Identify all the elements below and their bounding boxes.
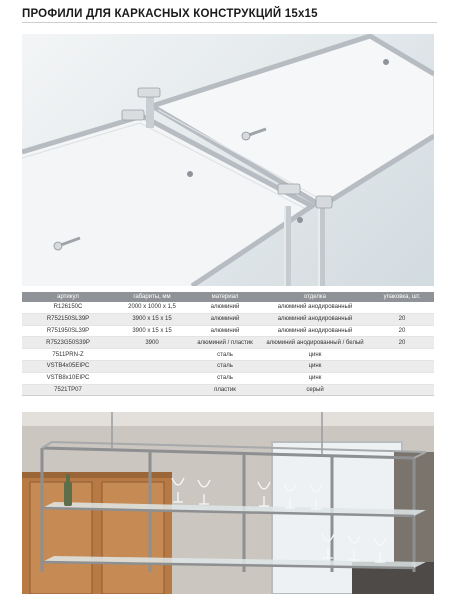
table-row xyxy=(22,325,434,337)
cell-dimensions xyxy=(114,360,190,372)
column-header-material: материал xyxy=(190,292,260,302)
cell-article: R751950SL39P xyxy=(22,325,114,337)
cell-material: алюминий xyxy=(190,325,260,337)
cell-package xyxy=(370,349,434,361)
cell-material: алюминий / пластик xyxy=(190,337,260,349)
cell-material: алюминий xyxy=(190,302,260,313)
cell-material: сталь xyxy=(190,349,260,361)
page-title: ПРОФИЛИ ДЛЯ КАРКАСНЫХ КОНСТРУКЦИЙ 15x15 xyxy=(22,8,318,20)
cell-dimensions xyxy=(114,372,190,384)
cell-article: R126150C xyxy=(22,302,114,313)
cell-dimensions: 2000 x 1000 x 1,5 xyxy=(114,302,190,313)
table-row xyxy=(22,302,434,313)
interior-shelf-photo xyxy=(22,412,434,594)
cell-package xyxy=(370,302,434,313)
cell-finish: цинк xyxy=(260,372,370,384)
cell-package: 20 xyxy=(370,313,434,325)
column-header-package: упаковка, шт. xyxy=(370,292,434,302)
table-row xyxy=(22,360,434,372)
column-header-article: артикул xyxy=(22,292,114,302)
table-row xyxy=(22,313,434,325)
cell-finish: цинк xyxy=(260,360,370,372)
cell-article: R7523G50S39P xyxy=(22,337,114,349)
title-divider xyxy=(22,22,437,23)
table-row xyxy=(22,372,434,384)
cell-finish: алюминий анодированный / белый xyxy=(260,337,370,349)
cell-dimensions: 3900 x 15 x 15 xyxy=(114,325,190,337)
cell-package xyxy=(370,372,434,384)
cell-article: R752150SL39P xyxy=(22,313,114,325)
cell-finish: алюминий анодированный xyxy=(260,313,370,325)
product-photo-frame-panels xyxy=(22,34,434,286)
cell-package xyxy=(370,360,434,372)
cell-material: сталь xyxy=(190,360,260,372)
cell-dimensions xyxy=(114,384,190,396)
cell-dimensions: 3900 xyxy=(114,337,190,349)
cell-package: 20 xyxy=(370,325,434,337)
cell-package: 20 xyxy=(370,337,434,349)
cell-material: сталь xyxy=(190,372,260,384)
spec-table xyxy=(22,292,434,396)
cell-article: VSTB8x10EIPC xyxy=(22,372,114,384)
cell-article: VSTB4x05EIPC xyxy=(22,360,114,372)
cell-package xyxy=(370,384,434,396)
column-header-dimensions: габариты, мм xyxy=(114,292,190,302)
table-row xyxy=(22,349,434,361)
table-header-row xyxy=(22,292,434,302)
cell-material: пластик xyxy=(190,384,260,396)
column-header-finish: отделка xyxy=(260,292,370,302)
cell-finish: алюминий анодированный xyxy=(260,325,370,337)
table-row xyxy=(22,337,434,349)
cell-dimensions: 3900 x 15 x 15 xyxy=(114,313,190,325)
table-row xyxy=(22,384,434,396)
cell-dimensions xyxy=(114,349,190,361)
cell-article: 7521TP07 xyxy=(22,384,114,396)
cell-finish: цинк xyxy=(260,349,370,361)
cell-material: алюминий xyxy=(190,313,260,325)
cell-article: 7511PRN-Z xyxy=(22,349,114,361)
cell-finish: алюминий анодированный xyxy=(260,302,370,313)
cell-finish: серый xyxy=(260,384,370,396)
